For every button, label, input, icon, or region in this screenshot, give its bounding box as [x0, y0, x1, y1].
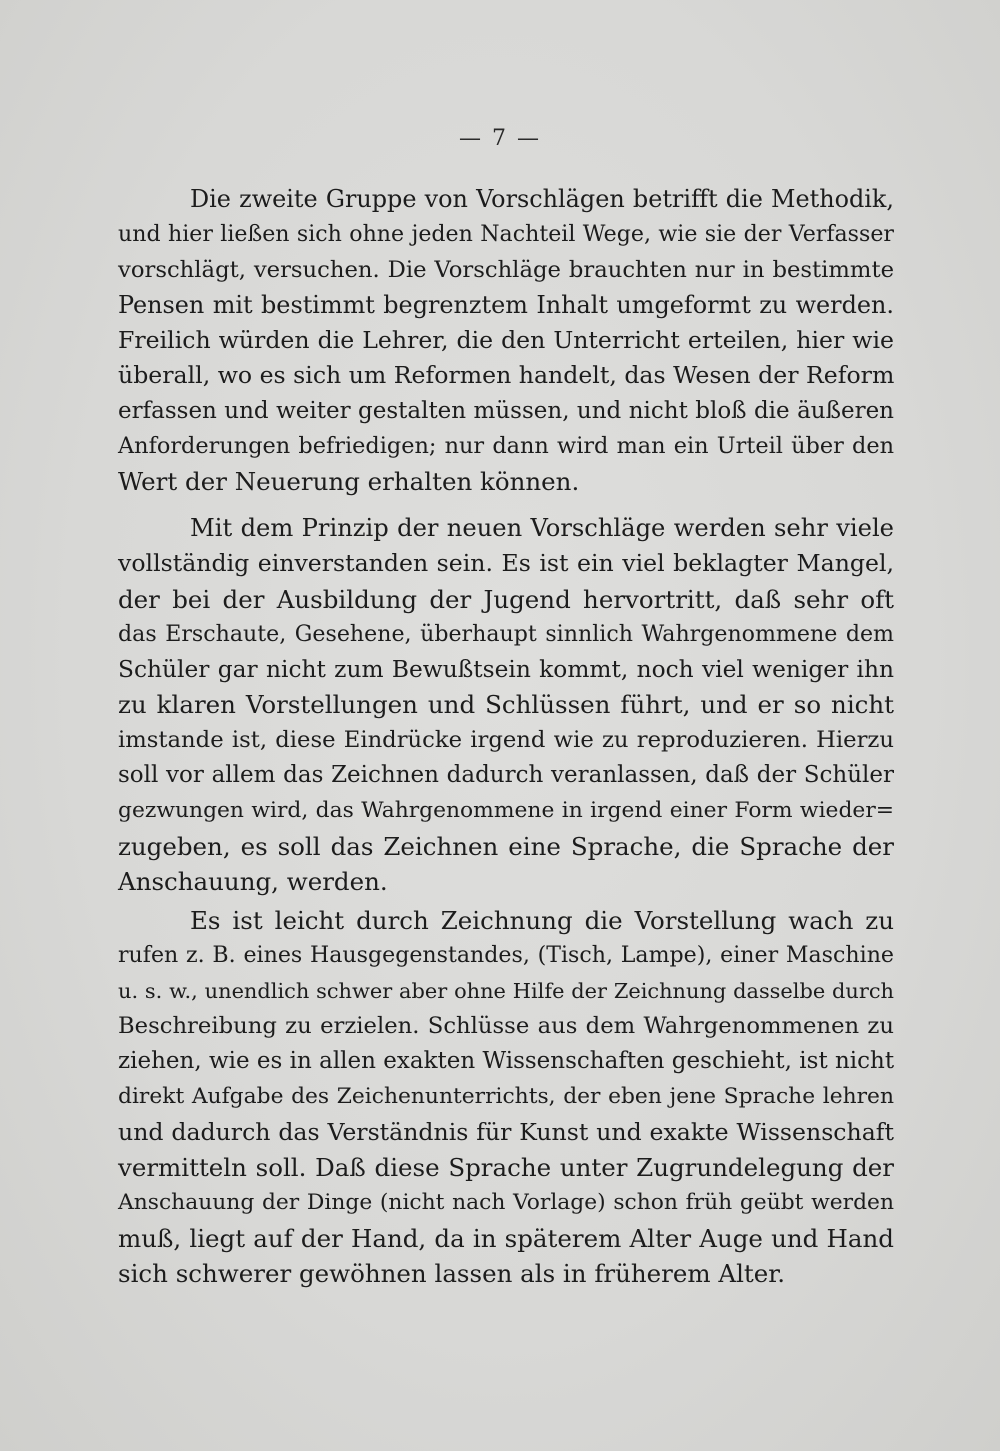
- text-line: vollständig einverstanden sein. Es ist ein viel beklagter Mangel,: [118, 549, 894, 578]
- text-line: Es ist leicht durch Zeichnung die Vorstellung wach zu: [190, 906, 894, 935]
- text-line: u. s. w., unendlich schwer aber ohne Hilfe der Zeichnung dasselbe durch: [118, 978, 894, 1003]
- text-line: imstande ist, diese Eindrücke irgend wie zu reproduzieren. Hierzu: [118, 726, 894, 753]
- text-line: und dadurch das Verständnis für Kunst und exakte Wissenschaft: [118, 1117, 894, 1146]
- text-line: der bei der Ausbildung der Jugend hervortritt, daß sehr oft: [118, 584, 894, 614]
- text-line: ziehen, wie es in allen exakten Wissenschaften geschieht, ist nicht: [118, 1048, 895, 1075]
- text-line: Anschauung der Dinge (nicht nach Vorlage) schon früh geübt werden: [118, 1190, 894, 1216]
- paragraph-2: [118, 511, 894, 899]
- paragraph-1: [118, 182, 894, 500]
- text-line: gezwungen wird, das Wahrgenommene in irgend einer Form wieder=: [118, 798, 894, 824]
- text-line: Mit dem Prinzip der neuen Vorschläge werden sehr viele: [190, 514, 894, 542]
- text-line: Anschauung, werden.: [118, 866, 388, 896]
- text-line: sich schwerer gewöhnen lassen als in früherem Alter.: [118, 1258, 786, 1288]
- text-line: Die zweite Gruppe von Vorschlägen betrifft die Methodik,: [190, 185, 894, 213]
- page-number: — 7 —: [459, 126, 541, 151]
- text-line: und hier ließen sich ohne jeden Nachteil Wege, wie sie der Verfasser: [118, 221, 894, 248]
- text-line: direkt Aufgabe des Zeichenunterrichts, der eben jene Sprache lehren: [118, 1084, 894, 1110]
- text-line: soll vor allem das Zeichnen dadurch veranlassen, daß der Schüler: [118, 762, 894, 789]
- text-line: Wert der Neuerung erhalten können.: [118, 467, 580, 497]
- text-line: rufen z. B. eines Hausgegenstandes, (Tisch, Lampe), einer Maschine: [118, 942, 894, 969]
- text-line: vorschlägt, versuchen. Die Vorschläge brauchten nur in bestimmte: [118, 256, 894, 283]
- text-line: das Erschaute, Gesehene, überhaupt sinnlich Wahrgenommene dem: [118, 620, 894, 647]
- paragraph-3: [118, 903, 894, 1291]
- text-line: Beschreibung zu erzielen. Schlüsse aus dem Wahrgenommenen zu: [118, 1012, 894, 1039]
- text-line: Freilich würden die Lehrer, die den Unterricht erteilen, hier wie: [118, 326, 894, 355]
- text-line: erfassen und weiter gestalten müssen, und nicht bloß die äußeren: [118, 397, 894, 424]
- text-line: zu klaren Vorstellungen und Schlüssen führt, und er so nicht: [118, 690, 894, 720]
- text-line: muß, liegt auf der Hand, da in späterem Alter Auge und Hand: [118, 1223, 894, 1253]
- text-line: Pensen mit bestimmt begrenztem Inhalt umgeformt zu werden.: [118, 290, 894, 319]
- text-line: überall, wo es sich um Reformen handelt, das Wesen der Reform: [118, 361, 895, 390]
- text-line: zugeben, es soll das Zeichnen eine Sprache, die Sprache der: [118, 831, 894, 861]
- text-line: vermitteln soll. Daß diese Sprache unter Zugrundelegung der: [118, 1153, 894, 1183]
- text-line: Anforderungen befriedigen; nur dann wird man ein Urteil über den: [118, 433, 894, 460]
- text-line: Schüler gar nicht zum Bewußtsein kommt, noch viel weniger ihn: [118, 656, 894, 684]
